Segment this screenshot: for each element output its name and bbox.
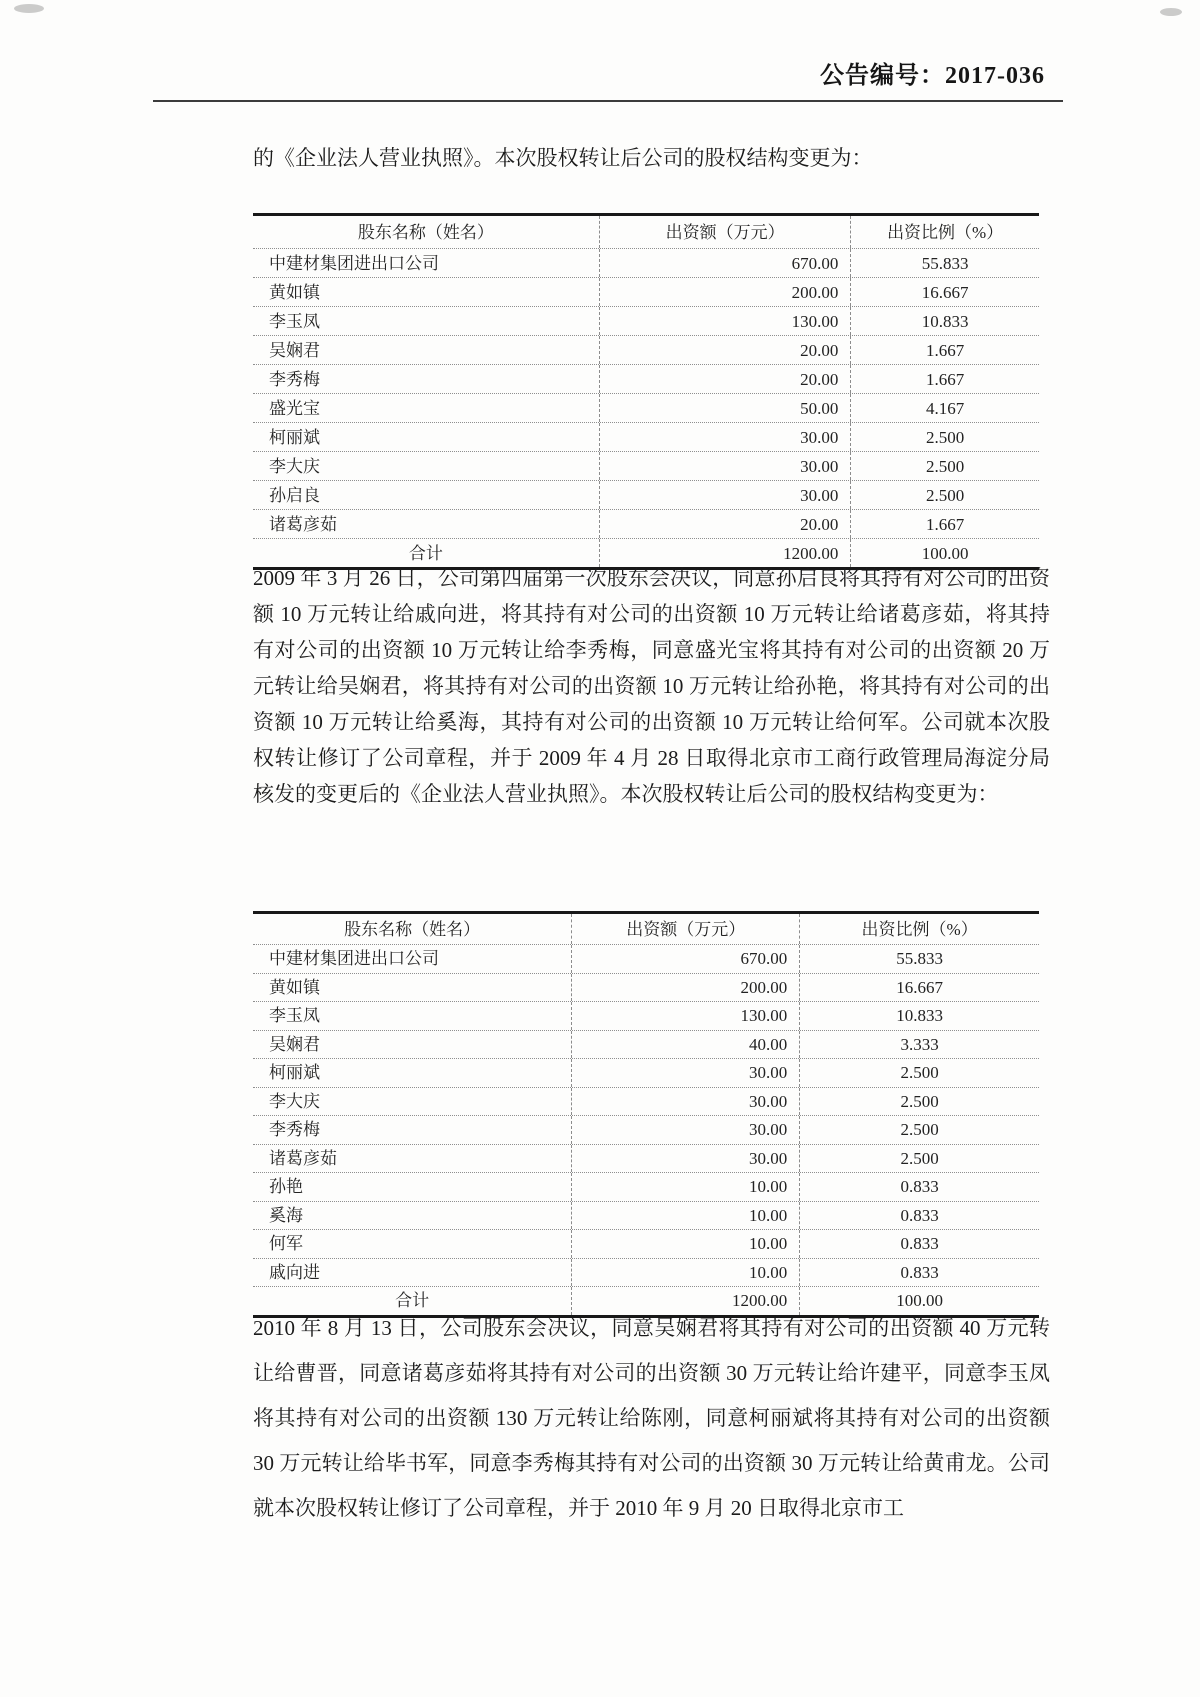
table-row bbox=[253, 1115, 1039, 1144]
table-row bbox=[253, 335, 1039, 364]
capital-ratio-cell: 1.667 bbox=[850, 510, 1039, 538]
shareholder-name-cell: 戚向进 bbox=[269, 1262, 320, 1282]
paragraph-2009-transfer: 2009 年 3 月 26 日，公司第四届第一次股东会决议，同意孙启良将其持有对公司的出资额 10 万元转让给戚向进，将其持有对公司的出资额 10 万元转让给诸葛彦茹，将其持有对公司的出资额 10 万元转让给李秀梅，同意盛光宝将其持有对公司的出资额 20 万元转让给吴娴君，将其持有对公司的出资额 10 万元转让给孙艳，将其持有对公司的出资额 10 万元转让给奚海，其持有对公司的出资额 10 万元转让给何军。公司就本次股权转让修订了公司章程，并于 2009 年 4 月 28 日取得北京市工商行政管理局海淀分局核发的变更后的《企业法人营业执照》。本次股权转让后公司的股权结构变更为： bbox=[253, 566, 1050, 806]
shareholder-name-cell: 何军 bbox=[269, 1234, 303, 1254]
capital-amount-cell: 130.00 bbox=[599, 307, 851, 335]
capital-amount-cell: 20.00 bbox=[599, 336, 851, 364]
capital-ratio-cell: 2.500 bbox=[799, 1145, 1039, 1173]
capital-ratio-cell: 2.500 bbox=[799, 1059, 1039, 1087]
header-capital-amount: 出资额（万元） bbox=[599, 216, 851, 248]
shareholder-name-cell: 柯丽斌 bbox=[269, 1063, 320, 1083]
shareholder-name-cell: 奚海 bbox=[269, 1205, 303, 1225]
capital-amount-cell: 130.00 bbox=[571, 1002, 799, 1030]
header-capital-amount: 出资额（万元） bbox=[571, 914, 799, 944]
capital-ratio-cell: 55.833 bbox=[799, 945, 1039, 973]
capital-amount-cell: 670.00 bbox=[599, 249, 851, 277]
table-row bbox=[253, 944, 1039, 973]
paragraph-2010-transfer: 2010 年 8 月 13 日，公司股东会决议，同意吴娴君将其持有对公司的出资额 40 万元转让给曹晋，同意诸葛彦茹将其持有对公司的出资额 30 万元转让给许建平，同意李玉凤将其持有对公司的出资额 130 万元转让给陈刚，同意柯丽斌将其持有对公司的出资额 30 万元转让给毕书军，同意李秀梅其持有对公司的出资额 30 万元转让给黄甫龙。公司就本次股权转让修订了公司章程，并于 2010 年 9 月 20 日取得北京市工 bbox=[253, 1316, 1050, 1520]
capital-amount-cell: 30.00 bbox=[571, 1059, 799, 1087]
capital-amount-cell: 20.00 bbox=[599, 510, 851, 538]
shareholder-name-cell: 中建材集团进出口公司 bbox=[269, 253, 439, 273]
total-ratio-cell: 100.00 bbox=[799, 1287, 1039, 1315]
table-row bbox=[253, 1087, 1039, 1116]
shareholder-name-cell: 黄如镇 bbox=[269, 282, 320, 302]
shareholder-name-cell: 李秀梅 bbox=[269, 369, 320, 389]
table-row bbox=[253, 1229, 1039, 1258]
equity-table-2009-after bbox=[253, 911, 1039, 1318]
capital-ratio-cell: 2.500 bbox=[850, 423, 1039, 451]
total-amount-cell: 1200.00 bbox=[599, 539, 851, 567]
capital-ratio-cell: 0.833 bbox=[799, 1173, 1039, 1201]
capital-ratio-cell: 10.833 bbox=[850, 307, 1039, 335]
announcement-number: 公告编号：2017-036 bbox=[820, 63, 1045, 89]
table-row bbox=[253, 451, 1039, 480]
table-row bbox=[253, 480, 1039, 509]
capital-amount-cell: 30.00 bbox=[571, 1088, 799, 1116]
table-row bbox=[253, 306, 1039, 335]
table-row bbox=[253, 509, 1039, 538]
total-ratio-cell: 100.00 bbox=[850, 539, 1039, 567]
capital-ratio-cell: 1.667 bbox=[850, 336, 1039, 364]
shareholder-name-cell: 诸葛彦茹 bbox=[269, 1148, 337, 1168]
total-label-cell: 合计 bbox=[395, 1291, 430, 1311]
shareholder-name-cell: 李玉凤 bbox=[269, 1006, 320, 1026]
capital-ratio-cell: 10.833 bbox=[799, 1002, 1039, 1030]
capital-ratio-cell: 0.833 bbox=[799, 1230, 1039, 1258]
capital-amount-cell: 670.00 bbox=[571, 945, 799, 973]
capital-ratio-cell: 4.167 bbox=[850, 394, 1039, 422]
capital-amount-cell: 40.00 bbox=[571, 1031, 799, 1059]
scan-artifact bbox=[14, 4, 44, 13]
table-body bbox=[253, 248, 1039, 538]
capital-amount-cell: 200.00 bbox=[571, 974, 799, 1002]
table-row bbox=[253, 393, 1039, 422]
capital-amount-cell: 30.00 bbox=[599, 452, 851, 480]
capital-ratio-cell: 16.667 bbox=[799, 974, 1039, 1002]
capital-ratio-cell: 2.500 bbox=[850, 481, 1039, 509]
capital-ratio-cell: 2.500 bbox=[799, 1116, 1039, 1144]
capital-ratio-cell: 3.333 bbox=[799, 1031, 1039, 1059]
header-capital-ratio: 出资比例（%） bbox=[799, 914, 1039, 944]
table-row bbox=[253, 277, 1039, 306]
header-capital-ratio: 出资比例（%） bbox=[850, 216, 1039, 248]
shareholder-name-cell: 中建材集团进出口公司 bbox=[269, 949, 439, 969]
shareholder-name-cell: 吴娴君 bbox=[269, 340, 320, 360]
capital-amount-cell: 10.00 bbox=[571, 1230, 799, 1258]
table-row bbox=[253, 1030, 1039, 1059]
table-row bbox=[253, 1058, 1039, 1087]
capital-amount-cell: 10.00 bbox=[571, 1202, 799, 1230]
header-divider bbox=[153, 100, 1063, 102]
total-amount-cell: 1200.00 bbox=[571, 1287, 799, 1315]
table-row bbox=[253, 973, 1039, 1002]
shareholder-name-cell: 李大庆 bbox=[269, 1091, 320, 1111]
capital-ratio-cell: 2.500 bbox=[799, 1088, 1039, 1116]
capital-amount-cell: 30.00 bbox=[571, 1145, 799, 1173]
equity-table-2009-before bbox=[253, 213, 1039, 570]
table-row bbox=[253, 422, 1039, 451]
intro-paragraph: 的《企业法人营业执照》。本次股权转让后公司的股权结构变更为： bbox=[253, 146, 873, 170]
capital-amount-cell: 50.00 bbox=[599, 394, 851, 422]
shareholder-name-cell: 诸葛彦茹 bbox=[269, 514, 337, 534]
capital-amount-cell: 30.00 bbox=[571, 1116, 799, 1144]
total-label-cell: 合计 bbox=[408, 543, 443, 563]
capital-ratio-cell: 0.833 bbox=[799, 1259, 1039, 1287]
capital-ratio-cell: 16.667 bbox=[850, 278, 1039, 306]
shareholder-name-cell: 李玉凤 bbox=[269, 311, 320, 331]
table-row bbox=[253, 1001, 1039, 1030]
table-row bbox=[253, 248, 1039, 277]
table-header-row bbox=[253, 914, 1039, 944]
shareholder-name-cell: 黄如镇 bbox=[269, 977, 320, 997]
capital-ratio-cell: 55.833 bbox=[850, 249, 1039, 277]
table-row bbox=[253, 1201, 1039, 1230]
capital-ratio-cell: 0.833 bbox=[799, 1202, 1039, 1230]
table-row bbox=[253, 364, 1039, 393]
capital-amount-cell: 10.00 bbox=[571, 1259, 799, 1287]
capital-amount-cell: 20.00 bbox=[599, 365, 851, 393]
capital-amount-cell: 10.00 bbox=[571, 1173, 799, 1201]
shareholder-name-cell: 吴娴君 bbox=[269, 1034, 320, 1054]
capital-amount-cell: 200.00 bbox=[599, 278, 851, 306]
capital-ratio-cell: 1.667 bbox=[850, 365, 1039, 393]
scan-artifact bbox=[1160, 8, 1182, 16]
header-shareholder-name: 股东名称（姓名） bbox=[357, 222, 494, 242]
header-shareholder-name: 股东名称（姓名） bbox=[344, 919, 481, 939]
table-body bbox=[253, 944, 1039, 1286]
table-row bbox=[253, 1172, 1039, 1201]
table-row bbox=[253, 1258, 1039, 1287]
capital-amount-cell: 30.00 bbox=[599, 481, 851, 509]
capital-amount-cell: 30.00 bbox=[599, 423, 851, 451]
shareholder-name-cell: 李秀梅 bbox=[269, 1120, 320, 1140]
shareholder-name-cell: 柯丽斌 bbox=[269, 427, 320, 447]
shareholder-name-cell: 孙启良 bbox=[269, 485, 320, 505]
table-row bbox=[253, 1144, 1039, 1173]
capital-ratio-cell: 2.500 bbox=[850, 452, 1039, 480]
shareholder-name-cell: 李大庆 bbox=[269, 456, 320, 476]
shareholder-name-cell: 孙艳 bbox=[269, 1177, 303, 1197]
table-header-row bbox=[253, 216, 1039, 248]
shareholder-name-cell: 盛光宝 bbox=[269, 398, 320, 418]
